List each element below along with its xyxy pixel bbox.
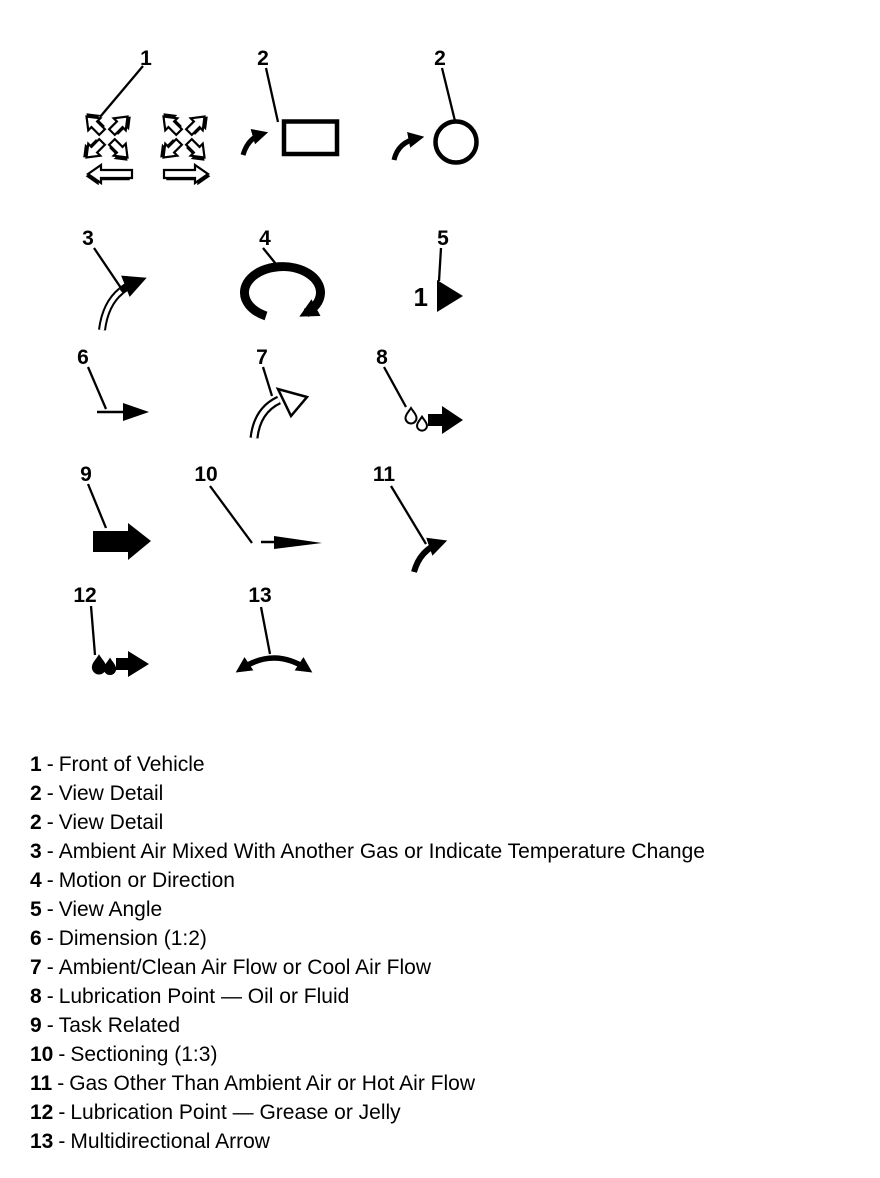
legend-item-separator: - xyxy=(46,927,54,950)
legend-item-label: Ambient Air Mixed With Another Gas or Indicate Temperature Change xyxy=(58,840,705,863)
leader-line xyxy=(442,68,455,121)
legend-item-label: View Detail xyxy=(58,782,164,805)
symbol-view-detail-rect xyxy=(243,47,337,155)
legend-item-label: Motion or Direction xyxy=(58,869,235,892)
legend-item xyxy=(30,1040,860,1069)
legend-item xyxy=(30,1098,860,1127)
legend-item-number: 3 xyxy=(30,840,42,863)
callout-number: 3 xyxy=(82,227,94,250)
legend-item-label: View Angle xyxy=(58,898,163,921)
callout-number: 6 xyxy=(77,346,89,369)
symbol-lubrication-grease xyxy=(73,584,149,677)
legend-item-number: 5 xyxy=(30,898,42,921)
leader-line xyxy=(261,607,270,654)
callout-number: 9 xyxy=(80,463,92,486)
callout-number: 2 xyxy=(257,47,269,70)
view-angle-number: 1 xyxy=(413,282,428,312)
legend-item xyxy=(30,750,860,779)
leader-line xyxy=(210,486,252,543)
clean-air-flow-icon xyxy=(254,389,307,438)
legend-item-separator: - xyxy=(46,753,54,776)
leader-line xyxy=(263,367,272,396)
legend-item-label: Gas Other Than Ambient Air or Hot Air Flow xyxy=(69,1072,475,1095)
legend-item-separator: - xyxy=(46,985,54,1008)
legend-item-label: Lubrication Point — Grease or Jelly xyxy=(70,1101,401,1124)
view-detail-circle-icon xyxy=(394,122,477,163)
callout-number: 2 xyxy=(434,47,446,70)
symbol-front-of-vehicle xyxy=(77,47,214,185)
leader-line xyxy=(384,367,406,407)
legend-item-number: 8 xyxy=(30,985,42,1008)
legend-item-separator: - xyxy=(58,1101,66,1124)
legend-item xyxy=(30,779,860,808)
legend-item-separator: - xyxy=(46,811,54,834)
legend-item xyxy=(30,924,860,953)
lubrication-grease-icon xyxy=(93,651,149,677)
symbol-multidirectional-arrow xyxy=(241,584,307,669)
symbol-view-detail-circle xyxy=(394,47,477,163)
legend-item xyxy=(30,1069,860,1098)
callout-number: 12 xyxy=(73,584,97,607)
sectioning-icon xyxy=(261,536,322,549)
symbol-task-related xyxy=(80,463,151,560)
leader-line xyxy=(88,484,106,528)
leader-line xyxy=(91,606,95,655)
symbol-lubrication-oil xyxy=(376,346,463,434)
callout-number: 5 xyxy=(437,227,449,250)
legend-item-label: View Detail xyxy=(58,811,164,834)
legend-item xyxy=(30,953,860,982)
legend-item-label: Task Related xyxy=(58,1014,181,1037)
legend-item-separator: - xyxy=(46,869,54,892)
legend-item xyxy=(30,895,860,924)
task-related-icon xyxy=(93,523,151,560)
legend-item-separator: - xyxy=(46,956,54,979)
legend-item-number: 4 xyxy=(30,869,42,892)
leader-line xyxy=(94,248,121,288)
legend-item-label: Front of Vehicle xyxy=(58,753,205,776)
leader-line xyxy=(88,367,106,409)
symbol-clean-air-flow xyxy=(254,346,307,438)
legend-item-separator: - xyxy=(58,1043,66,1066)
legend-item-label: Multidirectional Arrow xyxy=(70,1130,270,1153)
legend-item xyxy=(30,982,860,1011)
legend-item xyxy=(30,866,860,895)
legend-item xyxy=(30,1011,860,1040)
symbol-view-angle xyxy=(414,227,463,312)
legend-item-separator: - xyxy=(46,898,54,921)
legend-item-number: 7 xyxy=(30,956,42,979)
legend-item-number: 2 xyxy=(30,782,42,805)
callout-number: 13 xyxy=(248,584,272,607)
legend-item xyxy=(30,837,860,866)
leader-line xyxy=(439,248,441,281)
legend-item-label: Sectioning (1:3) xyxy=(70,1043,218,1066)
symbol-hot-air-flow xyxy=(373,463,440,572)
leader-line xyxy=(391,486,426,544)
leader-line xyxy=(266,68,278,122)
legend-item-separator: - xyxy=(57,1072,65,1095)
legend-item-separator: - xyxy=(46,840,54,863)
legend-item-number: 12 xyxy=(30,1101,54,1124)
callout-number: 11 xyxy=(372,463,396,486)
symbol-dimension xyxy=(77,346,149,421)
callout-number: 4 xyxy=(259,227,271,250)
callout-number: 7 xyxy=(256,346,268,369)
leader-line xyxy=(100,66,143,117)
legend-item-number: 1 xyxy=(30,753,42,776)
legend-item-separator: - xyxy=(58,1130,66,1153)
legend-item-number: 6 xyxy=(30,927,42,950)
legend xyxy=(30,750,860,1156)
multidirectional-arrow-icon xyxy=(241,658,307,669)
callout-number: 10 xyxy=(194,463,218,486)
legend-item-number: 9 xyxy=(30,1014,42,1037)
lubrication-oil-icon xyxy=(406,406,464,434)
legend-item-separator: - xyxy=(46,1014,54,1037)
callout-number: 1 xyxy=(140,47,152,70)
legend-item-separator: - xyxy=(46,782,54,805)
legend-item-number: 10 xyxy=(30,1043,54,1066)
symbol-motion-direction xyxy=(244,227,320,316)
ambient-air-mixed-icon xyxy=(102,282,136,330)
legend-item xyxy=(30,808,860,837)
view-detail-rect-icon xyxy=(243,122,337,156)
legend-item-label: Ambient/Clean Air Flow or Cool Air Flow xyxy=(58,956,431,979)
legend-item-label: Lubrication Point — Oil or Fluid xyxy=(58,985,350,1008)
motion-direction-icon xyxy=(244,267,320,316)
callout-number: 8 xyxy=(376,346,388,369)
legend-item-number: 2 xyxy=(30,811,42,834)
legend-item-label: Dimension (1:2) xyxy=(58,927,207,950)
symbol-sectioning xyxy=(194,463,322,549)
legend-item-number: 13 xyxy=(30,1130,54,1153)
front-of-vehicle-icon xyxy=(77,107,214,185)
legend-item xyxy=(30,1127,860,1156)
hot-air-flow-icon xyxy=(414,543,440,572)
symbol-ambient-air-mixed xyxy=(82,227,136,330)
view-angle-icon xyxy=(437,280,463,312)
legend-item-number: 11 xyxy=(30,1072,53,1095)
